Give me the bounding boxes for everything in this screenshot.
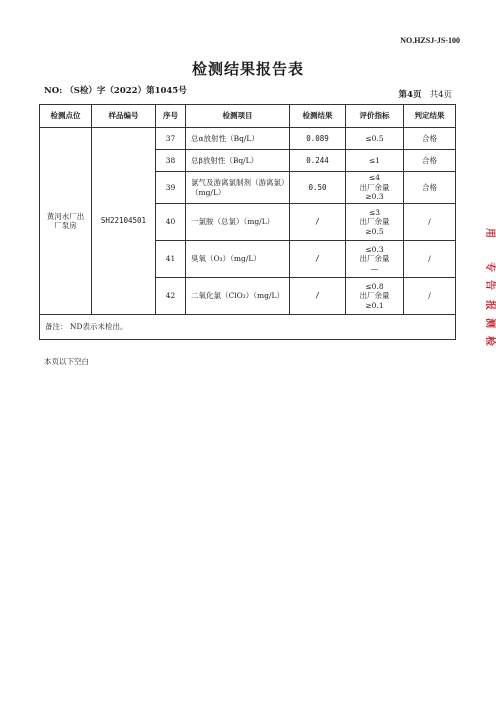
- table-row: [40, 128, 456, 150]
- standard-cell: ≤0.5: [346, 128, 404, 150]
- judgement-cell: 合格: [404, 128, 456, 150]
- report-number: NO: （S检）字（2022）第1045号: [44, 86, 187, 96]
- seal-glyph: 告: [484, 280, 495, 290]
- col-judgement: 判定结果: [404, 105, 456, 128]
- result-cell: 0.244: [290, 150, 346, 172]
- row-number-cell: 39: [156, 172, 186, 204]
- seal-glyph: 报: [484, 300, 495, 310]
- judgement-cell: /: [404, 278, 456, 315]
- judgement-cell: 合格: [404, 150, 456, 172]
- blank-below-notice: 本页以下空白: [44, 357, 89, 366]
- standard-cell: ≤1: [346, 150, 404, 172]
- note-text: 备注： ND表示未检出。: [40, 315, 456, 340]
- page-current: 第4页: [398, 90, 422, 100]
- test-item-cell: 总β放射性（Bq/L）: [186, 150, 290, 172]
- col-sample-id: 样品编号: [92, 105, 156, 128]
- test-item-cell: 二氧化氯（ClO₂）（mg/L）: [186, 278, 290, 315]
- row-number-cell: 38: [156, 150, 186, 172]
- result-cell: /: [290, 204, 346, 241]
- judgement-cell: /: [404, 204, 456, 241]
- result-cell: 0.089: [290, 128, 346, 150]
- page-info: [399, 88, 452, 100]
- result-cell: /: [290, 278, 346, 315]
- seal-glyph: 测: [484, 318, 495, 328]
- results-table: [39, 104, 456, 340]
- row-number-cell: 37: [156, 128, 186, 150]
- seal-glyph: 检: [484, 336, 495, 346]
- judgement-cell: 合格: [404, 172, 456, 204]
- page-total: 共4页: [429, 90, 452, 100]
- judgement-cell: /: [404, 241, 456, 278]
- test-item-cell: 臭氧（O₃）（mg/L）: [186, 241, 290, 278]
- standard-cell: ≤3 出厂余量 ≥0.5: [346, 204, 404, 241]
- table-header-row: [40, 105, 456, 128]
- document-code: NO.HZSJ-JS-100: [400, 36, 460, 45]
- col-no: 序号: [156, 105, 186, 128]
- seal-glyph: 用: [484, 228, 495, 238]
- test-item-cell: 总α放射性（Bq/L）: [186, 128, 290, 150]
- standard-cell: ≤4 出厂余量 ≥0.3: [346, 172, 404, 204]
- row-number-cell: 42: [156, 278, 186, 315]
- page-title: 检测结果报告表: [191, 60, 304, 78]
- note-row: [40, 315, 456, 340]
- standard-cell: ≤0.8 出厂余量 ≥0.1: [346, 278, 404, 315]
- row-number-cell: 40: [156, 204, 186, 241]
- test-item-cell: 一氯胺（总氯）（mg/L）: [186, 204, 290, 241]
- col-result: 检测结果: [290, 105, 346, 128]
- location-cell: 黄河水厂出厂泵房: [40, 128, 92, 315]
- sample-id-cell: SH22104501: [92, 128, 156, 315]
- row-number-cell: 41: [156, 241, 186, 278]
- seal-glyph: 专: [484, 262, 495, 272]
- col-item: 检测项目: [186, 105, 290, 128]
- col-location: 检测点位: [40, 105, 92, 128]
- standard-cell: ≤0.3 出厂余量 —: [346, 241, 404, 278]
- test-item-cell: 氯气及游离氯制剂（游离氯）（mg/L）: [186, 172, 290, 204]
- result-cell: /: [290, 241, 346, 278]
- result-cell: 0.50: [290, 172, 346, 204]
- col-standard: 评价指标: [346, 105, 404, 128]
